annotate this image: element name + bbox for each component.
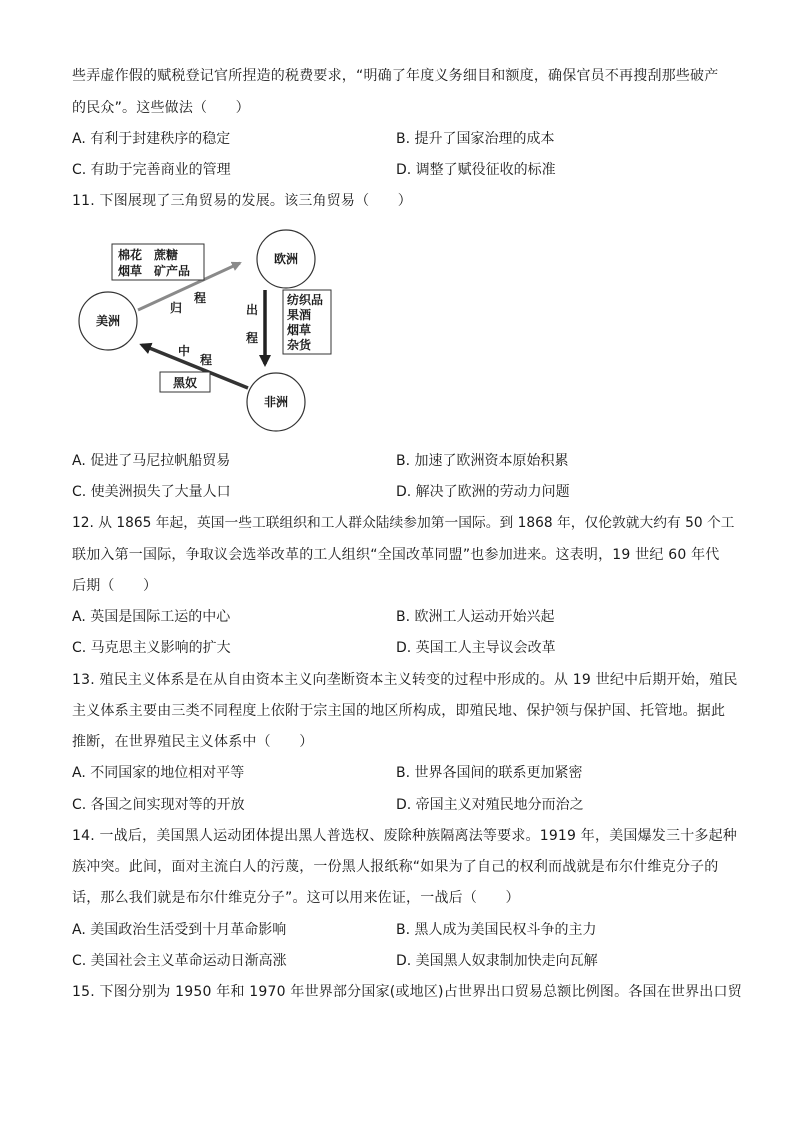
q10-stem-line2: 的民众”。这些做法（ ） [72, 100, 250, 116]
node-america [79, 292, 137, 350]
q12-option-a[interactable]: A. 英国是国际工运的中心 [72, 609, 231, 625]
q13-stem-line2: 主义体系主要由三类不同程度上依附于宗主国的地区所构成，即殖民地、保护领与保护国、托管地。据此 [72, 703, 726, 719]
outward-goods-line4: 杂货 [287, 338, 312, 352]
q10-stem-line1: 些弄虚作假的赋税登记官所捏造的税费要求，“明确了年度义务细目和额度，确保官员不再搜刮那些破产 [72, 68, 719, 84]
q14-stem-line3: 话，那么我们就是布尔什维克分子”。这可以用来佐证，一战后（ ） [72, 890, 520, 906]
q13-stem-line3: 推断，在世界殖民主义体系中（ ） [72, 734, 314, 750]
q10-option-a[interactable]: A. 有利于封建秩序的稳定 [72, 131, 231, 147]
q12-option-c[interactable]: C. 马克思主义影响的扩大 [72, 640, 231, 656]
triangle-trade-diagram [72, 226, 372, 436]
q13-option-b[interactable]: B. 世界各国间的联系更加紧密 [396, 765, 583, 781]
node-america-label: 美洲 [95, 314, 121, 328]
return-goods-line2: 烟草 矿产品 [118, 264, 191, 278]
q11-option-a[interactable]: A. 促进了马尼拉帆船贸易 [72, 453, 231, 469]
q14-option-b[interactable]: B. 黑人成为美国民权斗争的主力 [396, 922, 597, 938]
q12-option-b[interactable]: B. 欧洲工人运动开始兴起 [396, 609, 555, 625]
node-africa [247, 373, 305, 431]
q11-option-d[interactable]: D. 解决了欧洲的劳动力问题 [396, 484, 570, 500]
q11-option-c[interactable]: C. 使美洲损失了大量人口 [72, 484, 231, 500]
q14-option-d[interactable]: D. 美国黑人奴隶制加快走向瓦解 [396, 953, 598, 969]
outward-goods-line3: 烟草 [287, 323, 312, 337]
q13-stem-line1: 13. 殖民主义体系是在从自由资本主义向垄断资本主义转变的过程中形成的。从 19 世纪中后期开始，殖民 [72, 672, 738, 688]
outward-goods-line1: 纺织品 [287, 293, 324, 307]
q14-option-c[interactable]: C. 美国社会主义革命运动日渐高涨 [72, 953, 287, 969]
outward-leg-label-2: 程 [245, 331, 258, 345]
node-europe [257, 230, 315, 288]
q13-option-a[interactable]: A. 不同国家的地位相对平等 [72, 765, 245, 781]
q10-option-b[interactable]: B. 提升了国家治理的成本 [396, 131, 555, 147]
slaves-label: 黑奴 [172, 376, 198, 390]
node-europe-label: 欧洲 [273, 252, 299, 266]
q14-option-a[interactable]: A. 美国政治生活受到十月革命影响 [72, 922, 287, 938]
q13-option-c[interactable]: C. 各国之间实现对等的开放 [72, 797, 245, 813]
q12-stem-line1: 12. 从 1865 年起，英国一些工联组织和工人群众陆续参加第一国际。到 1868 年，仅伦敦就大约有 50 个工 [72, 515, 735, 531]
q12-option-d[interactable]: D. 英国工人主导议会改革 [396, 640, 556, 656]
q11-option-b[interactable]: B. 加速了欧洲资本原始积累 [396, 453, 569, 469]
q12-stem-line2: 联加入第一国际，争取议会选举改革的工人组织“全国改革同盟”也参加进来。这表明，19 世纪 60 年代 [72, 547, 720, 563]
return-leg-label-2: 程 [194, 291, 207, 305]
node-africa-label: 非洲 [263, 395, 289, 409]
q15-stem-line1: 15. 下图分别为 1950 年和 1970 年世界部分国家(或地区)占世界出口贸易总额比例图。各国在世界出口贸 [72, 984, 742, 1000]
q10-option-c[interactable]: C. 有助于完善商业的管理 [72, 162, 231, 178]
middle-passage-label-2: 程 [200, 353, 213, 367]
q11-stem: 11. 下图展现了三角贸易的发展。该三角贸易（ ） [72, 193, 412, 209]
q13-option-d[interactable]: D. 帝国主义对殖民地分而治之 [396, 797, 584, 813]
return-leg-label-1: 归 [170, 301, 183, 315]
q12-stem-line3: 后期（ ） [72, 578, 158, 594]
q10-option-d[interactable]: D. 调整了赋役征收的标准 [396, 162, 556, 178]
outward-goods-line2: 果酒 [287, 308, 312, 322]
outward-leg-label-1: 出 [245, 303, 258, 317]
return-goods-line1: 棉花 蔗糖 [118, 248, 179, 262]
q14-stem-line2: 族冲突。此间，面对主流白人的污蔑，一份黑人报纸称“如果为了自己的权利而战就是布尔什维克分子的 [72, 859, 719, 875]
middle-passage-label-1: 中 [178, 344, 191, 358]
q14-stem-line1: 14. 一战后，美国黑人运动团体提出黑人普选权、废除种族隔离法等要求。1919 年，美国爆发三十多起种 [72, 828, 737, 844]
